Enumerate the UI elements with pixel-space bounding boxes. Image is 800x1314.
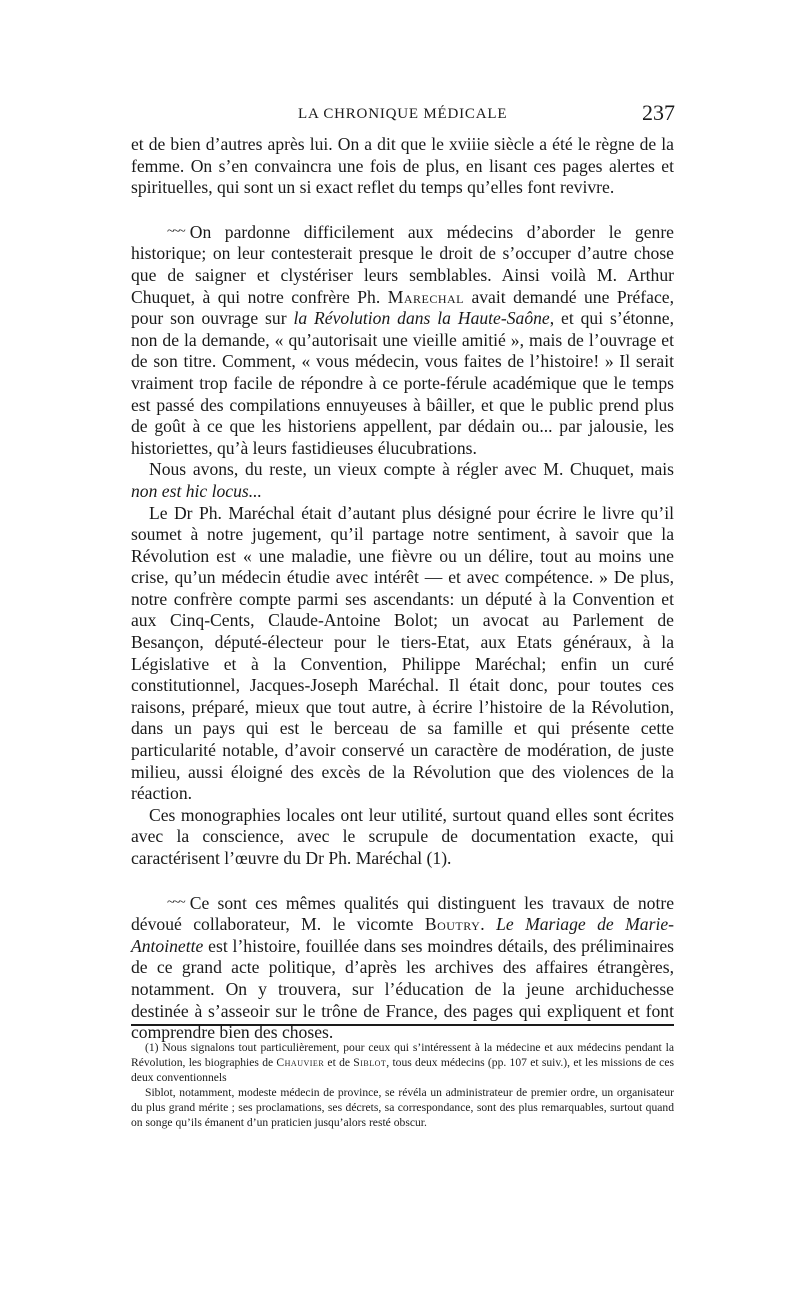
- paragraph-6: ~~~ Ce sont ces mêmes qualités qui distinguent les travaux de notre dévoué collaborateur, M. le vicomte Boutry. Le Mariage de Marie-Antoinette est l’histoire, fouillée dans ses moindres détails, des préliminaires de ce grand acte politique, d’après les archives des affaires étrangères, notamment. On y trouvera, sur l’éducation de la jeune archiduchesse destinée à s’asseoir sur le trône de France, des pages qui expliquent et font comprendre bien des choses.: [131, 892, 674, 1043]
- page-number: 237: [642, 100, 675, 125]
- paragraph-3: Nous avons, du reste, un vieux compte à régler avec M. Chuquet, mais non est hic locus...: [131, 459, 674, 501]
- paragraph-4: Le Dr Ph. Maréchal était d’autant plus désigné pour écrire le livre qu’il soumet à notre jugement, qu’il partage notre sentiment, à savoir que la Révolution est « une maladie, une fièvre ou un délire, tout au moins une crise, qu’un médecin étudie avec intérêt — et avec compétence. » De plus, notre confrère compte parmi ses ascendants: un député à la Convention et aux Cinq-Cents, Claude-Antoine Bolot; un avocat au Parlement de Besançon, député-électeur pour le tiers-Etat, aux Etats généraux, à la Législative et à la Convention, Philippe Maréchal; enfin un curé constitutionnel, Jacques-Joseph Maréchal. Il était donc, pour toutes ces raisons, préparé, mieux que tout autre, à écrire l’histoire de la Révolution, dans un pays qui est le berceau de sa famille et qui présente cette particularité notable, d’avoir conservé un caractère de modération, de juste milieu, aussi éloigné des excès de la Révolution que des violences de la réaction.: [131, 502, 674, 804]
- footnote-divider: [131, 1024, 674, 1026]
- author-name-marechal: Marechal: [387, 286, 464, 307]
- body-text: [131, 134, 674, 1044]
- footnotes: [131, 1040, 674, 1130]
- author-name-boutry: Boutry: [424, 914, 481, 935]
- paragraph-2: ~~~ On pardonne difficilement aux médecins d’aborder le genre historique; on leur contesterait presque le droit de s’occuper d’autre chose que de saigner et clystériser leurs semblables. Ainsi voilà M. Arthur Chuquet, à qui notre confrère Ph. Marechal avait demandé une Préface, pour son ouvrage sur la Révolution dans la Haute-Saône, et qui s’étonne, non de la demande, « qu’autorisait une vieille amitié », mais de l’ouvrage et de son titre. Comment, « vous médecin, vous faites de l’histoire! » Il serait vraiment trop facile de répondre à ce porte-férule académique que le temps est passé des compilations ennuyeuses à bâiller, et que le public prend plus de goût à ce que les historiens appellent, par dédain ou... par jalousie, les historiettes, qu’à leurs fastidieuses élucubrations.: [131, 221, 674, 458]
- running-title: LA CHRONIQUE MÉDICALE: [298, 106, 508, 122]
- paragraph-1: et de bien d’autres après lui. On a dit que le xviiie siècle a été le règne de la femme. On s’en convaincra une fois de plus, en lisant ces pages alertes et spirituelles, qui sont un si exact reflet du temps qu’elles font revivre.: [131, 134, 674, 198]
- book-title: Le Mariage de Marie-Antoinette: [131, 914, 674, 956]
- ornament-icon: ~~~: [167, 223, 184, 239]
- footnote-1-continued: Siblot, notamment, modeste médecin de province, se révéla un administrateur de premier ordre, un organisateur du plus grand mérite ; ses proclamations, ses décrets, sa correspondance, sont des plus remarquables, surtout quand on songe qu’ils émanent d’un praticien jusqu’alors resté obscur.: [131, 1086, 674, 1129]
- footnote-1: (1) Nous signalons tout particulièrement, pour ceux qui s’intéressent à la médecine et aux médecins pendant la Révolution, les biographies de Chauvier et de Siblot, tous deux médecins (pp. 107 et suiv.), et les missions de ces deux conventionnels: [131, 1041, 674, 1084]
- ornament-icon: ~~~: [167, 894, 184, 910]
- book-title: la Révolution dans la Haute-Saône: [293, 308, 550, 329]
- paragraph-5: Ces monographies locales ont leur utilité, surtout quand elles sont écrites avec la conscience, avec le scrupule de documentation exacte, qui caractérisent l’œuvre du Dr Ph. Maréchal (1).: [131, 804, 674, 868]
- page-header: [130, 100, 675, 130]
- latin-phrase: non est hic locus...: [131, 480, 262, 501]
